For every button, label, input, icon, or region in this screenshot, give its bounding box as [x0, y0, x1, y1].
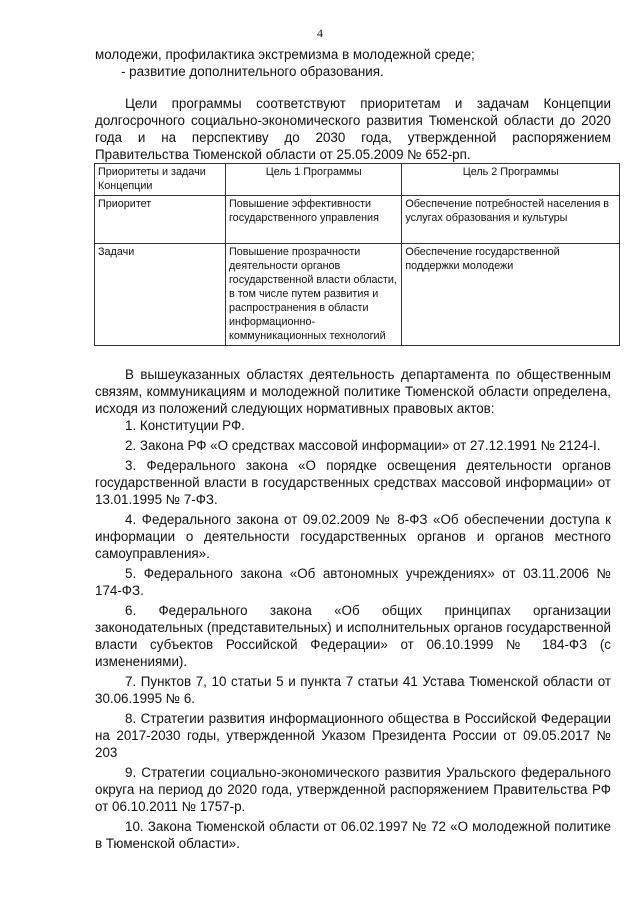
- table-row: [95, 196, 620, 244]
- list-item: 9. Стратегии социально-экономического развития Уральского федерального округа на период до 2020 года, утвержденной распоряжением Правительства РФ от 06.10.2011 № 1757-р.: [95, 765, 611, 814]
- list-item: 4. Федерального закона от 09.02.2009 № 8-ФЗ «Об обеспечении доступа к информации о деятельности государственных органов и органов местного самоуправления».: [95, 512, 611, 561]
- table-cell-label: Приоритет: [95, 196, 226, 244]
- list-item: 10. Закона Тюменской области от 06.02.1997 № 72 «О молодежной политике в Тюменской области».: [95, 819, 611, 851]
- list-item: 2. Закона РФ «О средствах массовой информации» от 27.12.1991 № 2124-I.: [125, 438, 601, 453]
- list-item: 1. Конституции РФ.: [125, 418, 245, 433]
- table-header-row: [95, 164, 620, 196]
- intro-line-2: - развитие дополнительного образования.: [121, 64, 384, 79]
- goals-paragraph: Цели программы соответствуют приоритетам и задачам Концепции долгосрочного социально-экономического развития Тюменской области до 2020 года и на перспективу до 2030 года, утвержденной распоряжением Правительства Тюменской области от 25.05.2009 № 652-рп.: [95, 96, 611, 162]
- table-cell-goal-1: Повышение эффективности государственного управления: [225, 196, 401, 244]
- legal-basis-paragraph: В вышеуказанных областях деятельность департамента по общественным связям, коммуникациям и молодежной политике Тюменской области определена, исходя из положений следующих нормативных правовых актов:: [95, 367, 611, 416]
- list-item: 7. Пунктов 7, 10 статьи 5 и пункта 7 статьи 41 Устава Тюменской области от 30.06.1995 № 6.: [95, 674, 611, 706]
- list-item: 6. Федерального закона «Об общих принципах организации законодательных (представительных) и исполнительных органов государственной власти субъектов Российской Федерации» от 06.10.1999 № 184-ФЗ (с изменениями).: [95, 603, 611, 669]
- table-cell-goal-1: Повышение прозрачности деятельности органов государственной власти области, в том числе путем развития и распространения в области информационно-коммуникационных технологий: [225, 244, 401, 346]
- table-header-cell: Цель 1 Программы: [225, 164, 401, 196]
- list-item: 5. Федерального закона «Об автономных учреждениях» от 03.11.2006 № 174-ФЗ.: [95, 566, 611, 598]
- intro-line-1: молодежи, профилактика экстремизма в молодежной среде;: [95, 47, 475, 62]
- table-header-cell: Приоритеты и задачи Концепции: [95, 164, 226, 196]
- list-item: 8. Стратегии развития информационного общества в Российской Федерации на 2017-2030 годы, утвержденной Указом Президента России от 09.05.2017 № 203: [95, 711, 611, 760]
- page-number: 4: [317, 26, 323, 40]
- list-item: 3. Федерального закона «О порядке освещения деятельности органов государственной власти в государственных средствах массовой информации» от 13.01.1995 № 7-ФЗ.: [95, 458, 611, 507]
- table-cell-goal-2: Обеспечение государственной поддержки молодежи: [402, 244, 620, 346]
- table-header-cell: Цель 2 Программы: [402, 164, 620, 196]
- program-goals-table: [94, 163, 620, 346]
- table-cell-label: Задачи: [95, 244, 226, 346]
- legal-acts-list: [95, 417, 611, 852]
- table-row: [95, 244, 620, 346]
- table-cell-goal-2: Обеспечение потребностей населения в услугах образования и культуры: [402, 196, 620, 244]
- document-body: [95, 46, 611, 852]
